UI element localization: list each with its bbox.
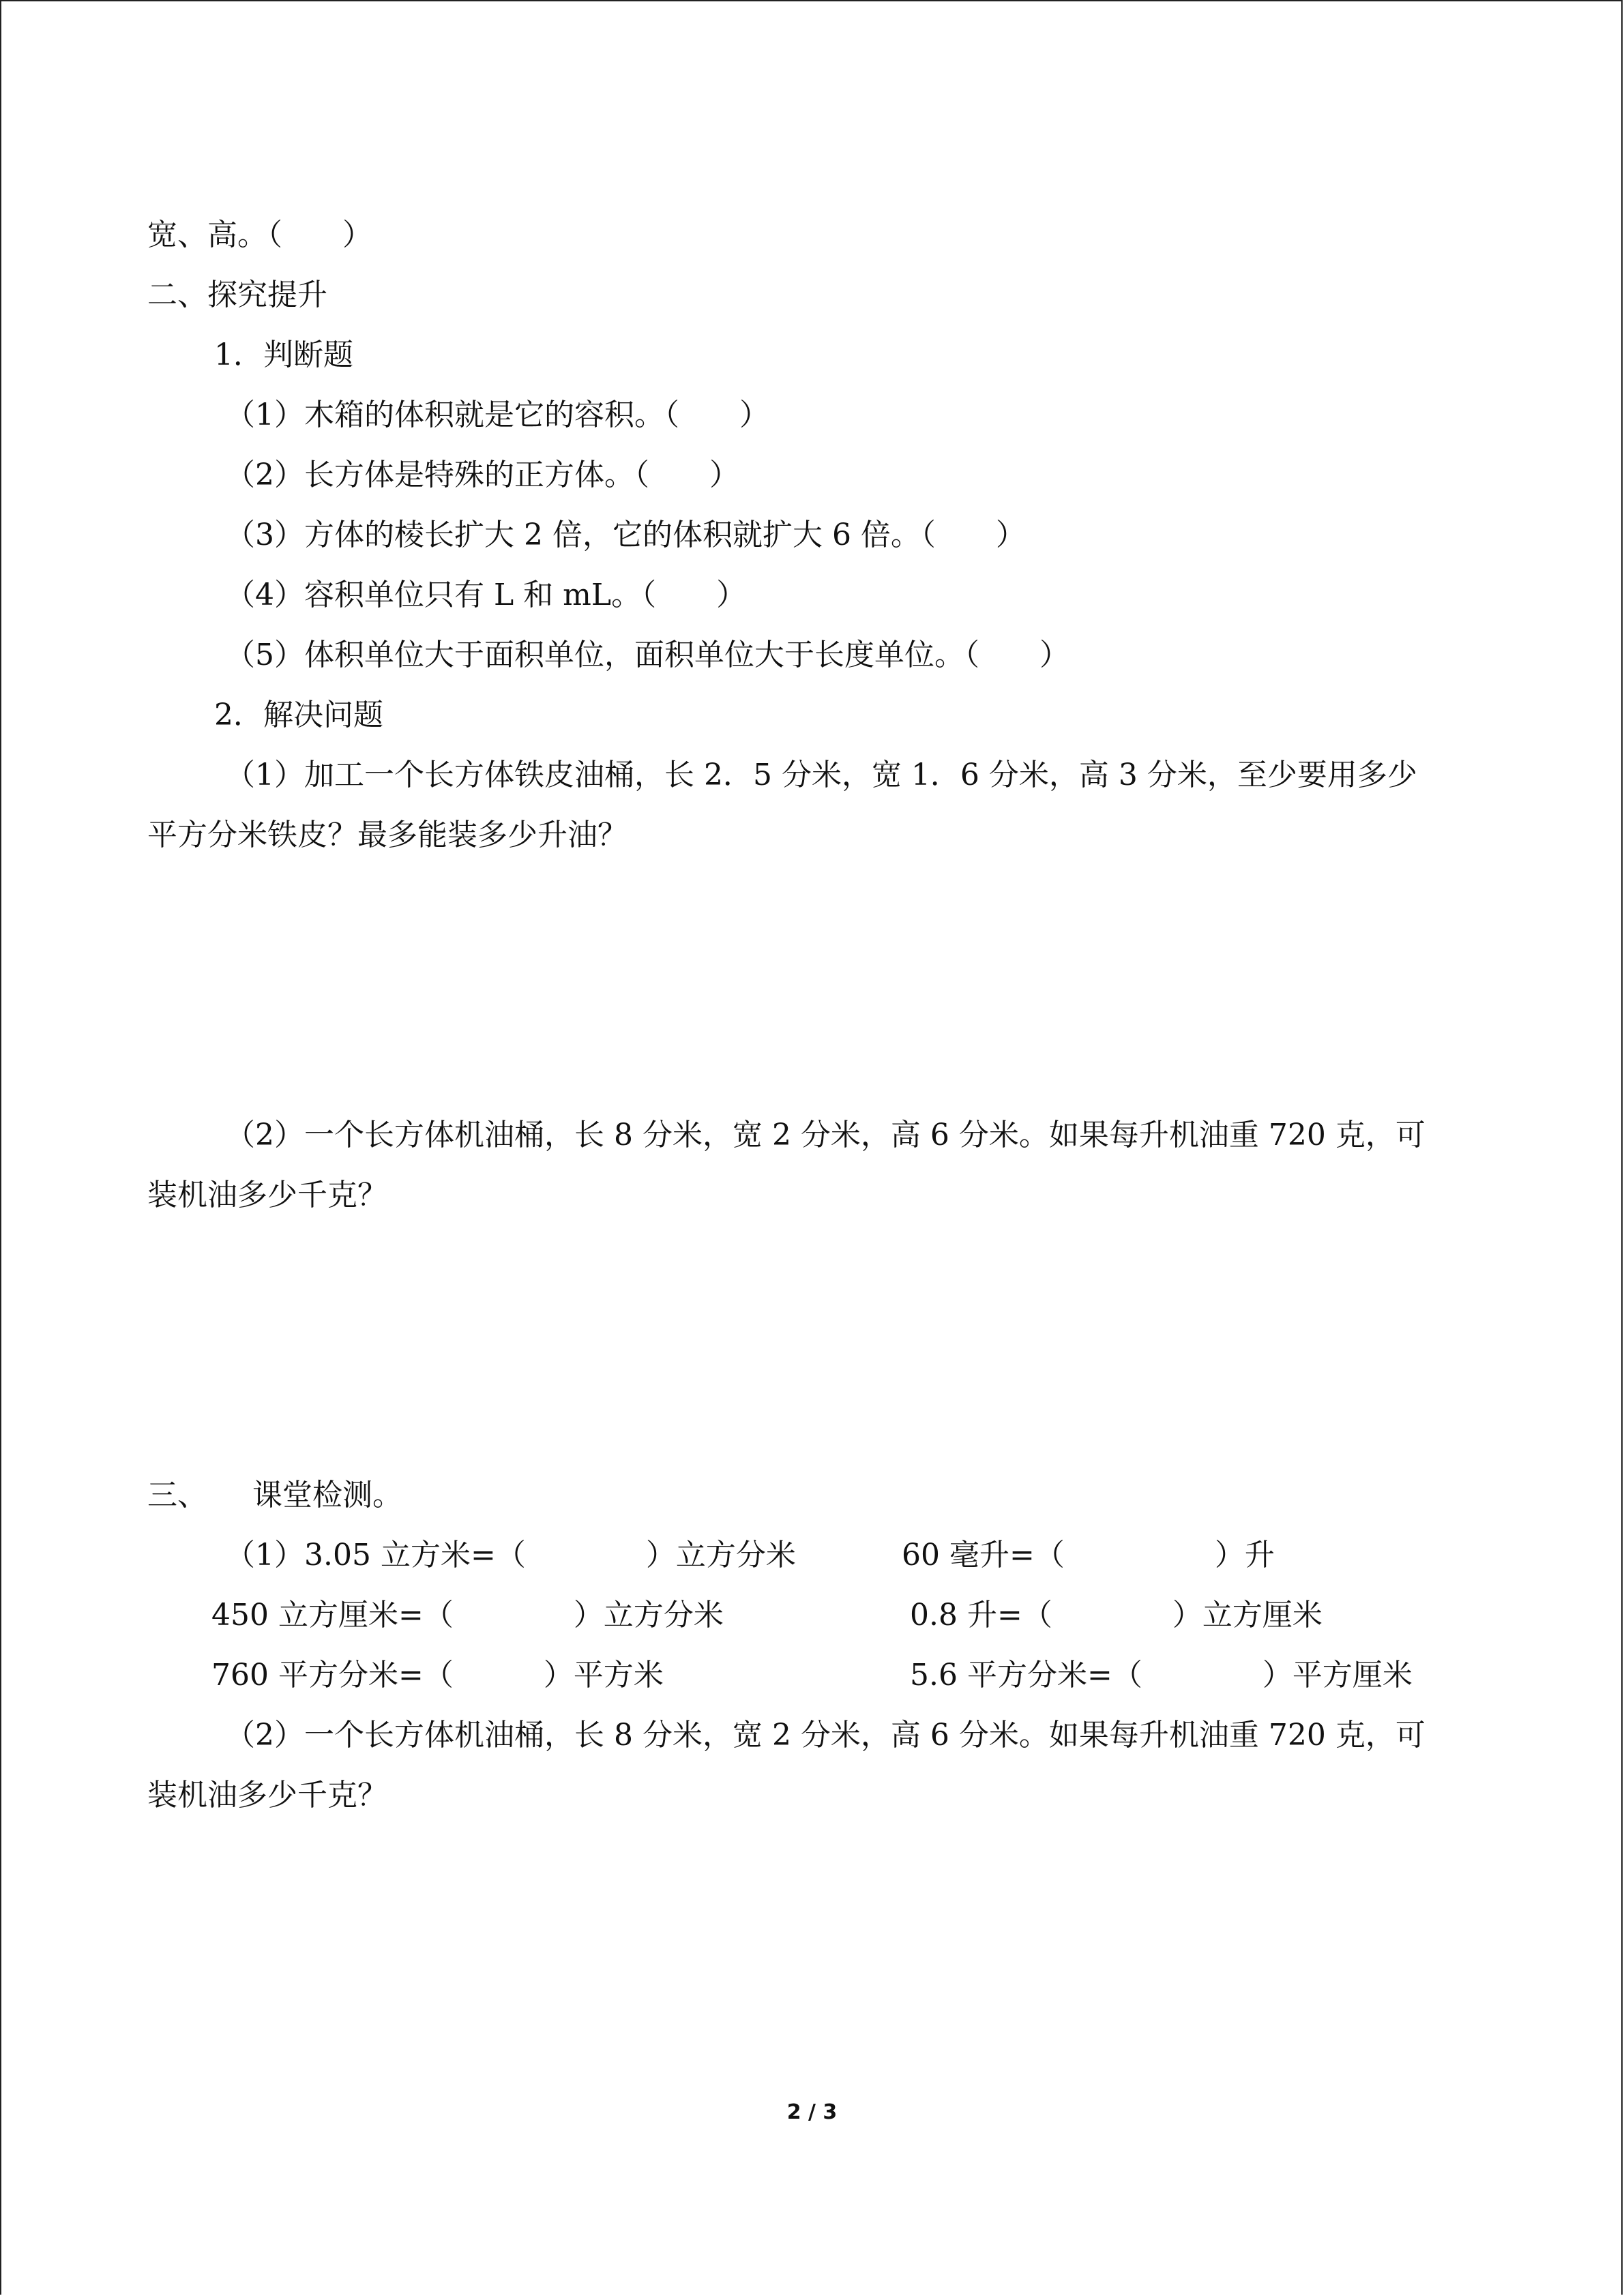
text-line: 宽、高。（ ）	[147, 218, 372, 252]
question-item: （2）一个长方体机油桶，长 8 分米，宽 2 分米，高 6 分米。如果每升机油重 720 克，可	[225, 1118, 1426, 1152]
question-item: （2）一个长方体机油桶，长 8 分米，宽 2 分米，高 6 分米。如果每升机油重 720 克，可	[225, 1718, 1426, 1753]
question-item: （1）加工一个长方体铁皮油桶，长 2．5 分米，宽 1．6 分米，高 3 分米，至少要用多少	[225, 758, 1417, 792]
page-number: 2 / 3	[786, 2100, 838, 2124]
question-item: （2）长方体是特殊的正方体。（ ）	[225, 458, 739, 492]
question-item: （1）木箱的体积就是它的容积。（ ）	[225, 398, 769, 432]
conversion-item: 0.8 升=（ ）立方厘米	[910, 1598, 1323, 1632]
question-continuation: 装机油多少千克？	[147, 1178, 387, 1212]
conversion-item: （1）3.05 立方米=（ ）立方分米	[225, 1538, 796, 1572]
question-continuation: 平方分米铁皮？最多能装多少升油？	[147, 818, 628, 852]
subsection-heading: 1．判断题	[214, 338, 353, 372]
conversion-item: 60 毫升=（ ）升	[902, 1538, 1275, 1572]
conversion-item: 5.6 平方分米=（ ）平方厘米	[910, 1658, 1413, 1693]
conversion-item: 760 平方分米=（ ）平方米	[211, 1658, 664, 1693]
question-continuation: 装机油多少千克？	[147, 1778, 387, 1813]
question-item: （4）容积单位只有 L 和 mL。（ ）	[225, 578, 747, 612]
question-item: （5）体积单位大于面积单位，面积单位大于长度单位。（ ）	[225, 638, 1069, 672]
conversion-item: 450 立方厘米=（ ）立方分米	[211, 1598, 724, 1632]
section-heading: 二、探究提升	[147, 278, 327, 312]
section-heading: 三、 课堂检测。	[147, 1478, 402, 1512]
subsection-heading: 2．解决问题	[214, 698, 383, 732]
question-item: （3）方体的棱长扩大 2 倍，它的体积就扩大 6 倍。（ ）	[225, 518, 1026, 552]
